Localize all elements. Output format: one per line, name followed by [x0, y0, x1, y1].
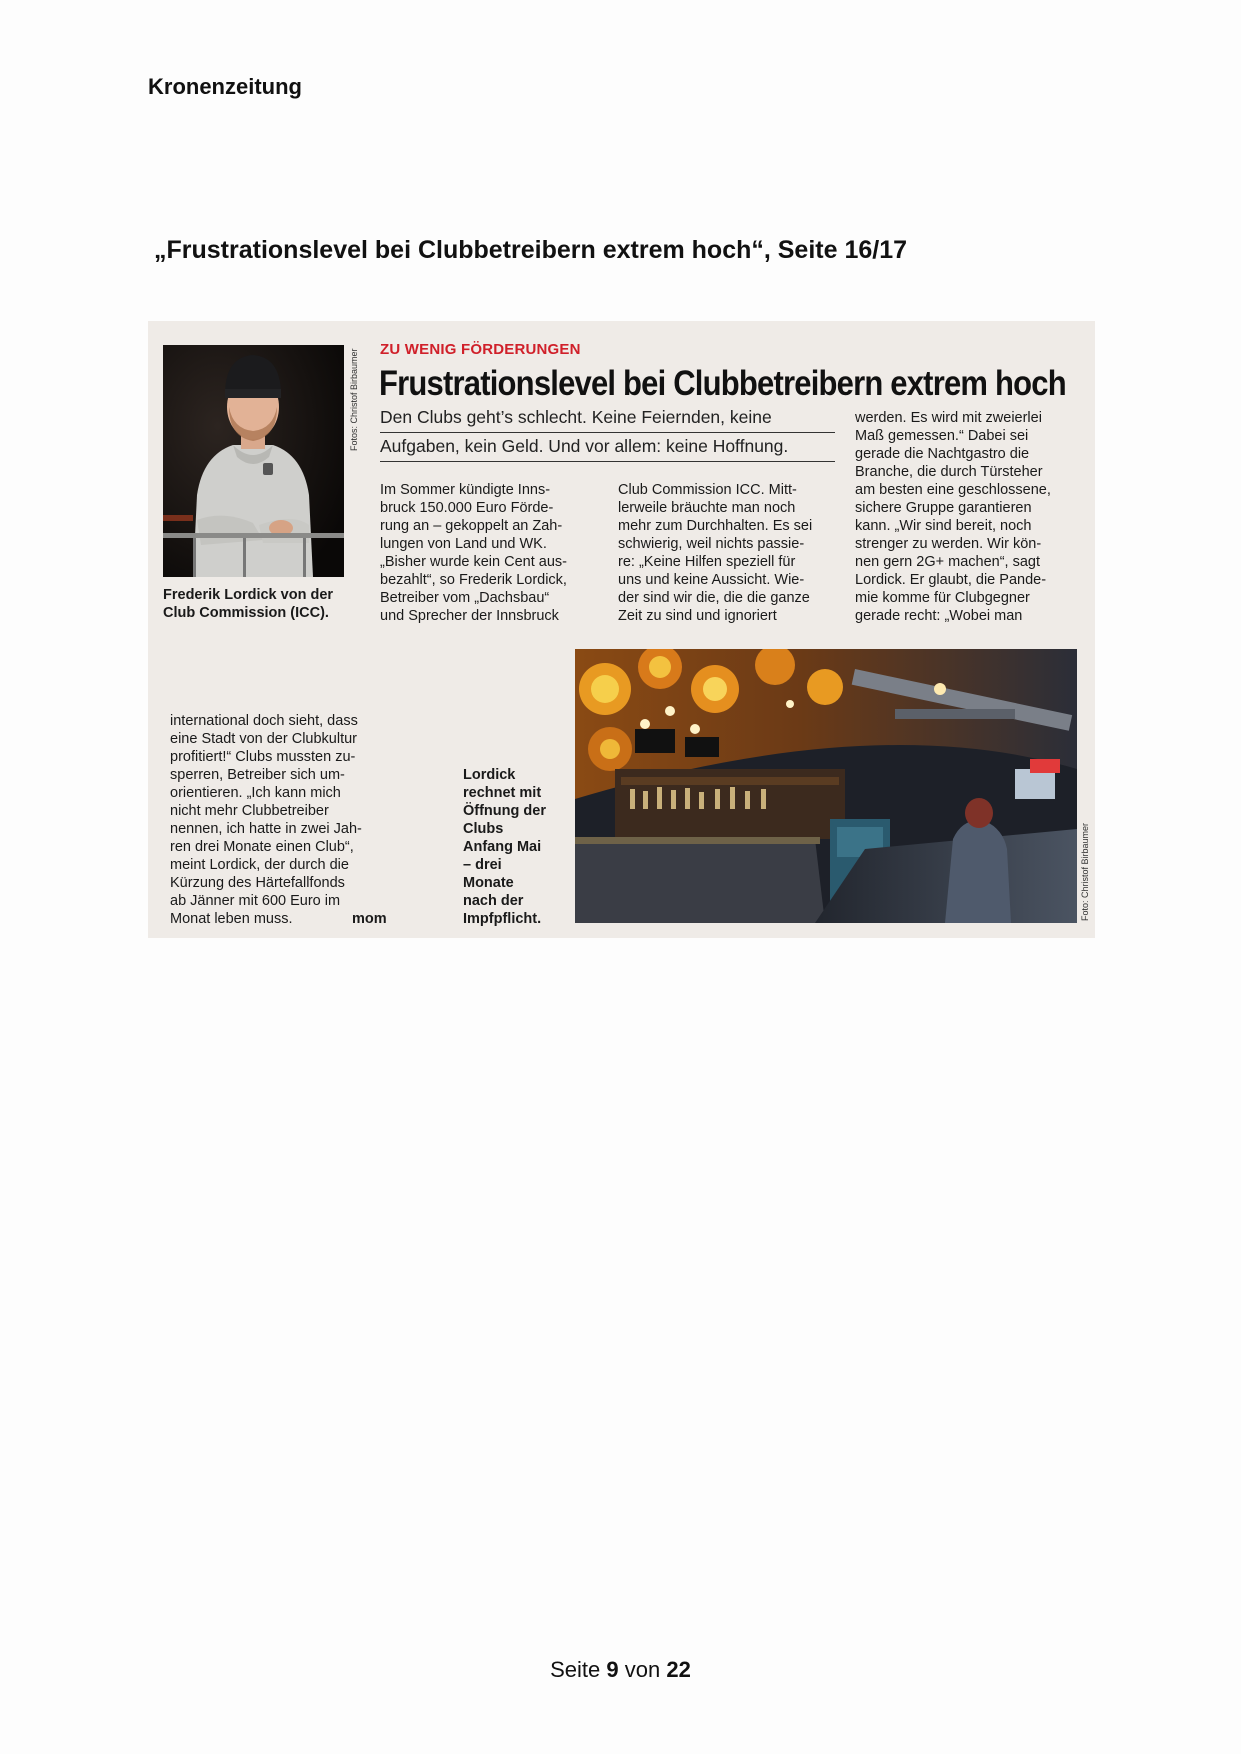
caption-line: Clubs: [463, 821, 504, 837]
article-column-4: [170, 712, 362, 928]
text-line: lerweile bräuchte man noch: [618, 500, 796, 516]
text-line: gerade recht: „Wobei man: [855, 608, 1023, 624]
caption-line: Lordick: [463, 767, 516, 783]
text-line: strenger zu werden. Wir kön-: [855, 536, 1042, 552]
text-line: rung an – gekoppelt an Zah-: [380, 518, 563, 534]
caption-line: Anfang Mai: [463, 839, 542, 855]
caption-line: Impfpflicht.: [463, 911, 542, 927]
text-line: schwierig, weil nichts passie-: [618, 536, 805, 552]
caption-line: – drei: [463, 857, 502, 873]
text-line: Kürzung des Härtefallfonds: [170, 875, 345, 891]
article-subhead-line: Aufgaben, kein Geld. Und vor allem: keine Hoffnung.: [380, 436, 835, 462]
text-line: uns und keine Aussicht. Wie-: [618, 572, 805, 588]
photo-credit-bar: Foto: Christof Birbaumer: [1080, 822, 1090, 921]
bar-photo-caption: [463, 766, 546, 928]
text-line: lungen von Land und WK.: [380, 536, 547, 552]
article-column-2: [618, 481, 812, 625]
photo-credit-portrait: Fotos: Christof Birbaumer: [349, 348, 359, 451]
text-line: profitiert!“ Clubs mussten zu-: [170, 749, 356, 765]
caption-line: Öffnung der: [463, 803, 546, 819]
text-line: eine Stadt von der Clubkultur: [170, 731, 357, 747]
total-page-count: 22: [666, 1657, 691, 1682]
caption-line: nach der: [463, 893, 524, 909]
text-line: ab Jänner mit 600 Euro im: [170, 893, 341, 909]
text-line: Im Sommer kündigte Inns-: [380, 482, 551, 498]
text-line: bezahlt“, so Frederik Lordick,: [380, 572, 567, 588]
publication-name: Kronenzeitung: [148, 74, 302, 99]
text-line: orientieren. „Ich kann mich: [170, 785, 341, 801]
text-line: nennen, ich hatte in zwei Jah-: [170, 821, 362, 837]
text-line: Zeit zu sind und ignoriert: [618, 608, 777, 624]
portrait-photo: [163, 345, 344, 577]
text-line: mie komme für Clubgegner: [855, 590, 1030, 606]
text-line: nicht mehr Clubbetreiber: [170, 803, 329, 819]
footer-prefix: Seite: [550, 1657, 601, 1682]
text-line: sichere Gruppe garantieren: [855, 500, 1032, 516]
text-line: werden. Es wird mit zweierlei: [855, 410, 1042, 426]
text-line: Branche, die durch Türsteher: [855, 464, 1043, 480]
text-line: und Sprecher der Innsbruck: [380, 608, 559, 624]
text-line: international doch sieht, dass: [170, 713, 358, 729]
text-line: Club Commission ICC. Mitt-: [618, 482, 797, 498]
caption-line: Monate: [463, 875, 514, 891]
author-signature: mom: [352, 911, 387, 927]
text-line: bruck 150.000 Euro Förde-: [380, 500, 554, 516]
text-line: re: „Keine Hilfen speziell für: [618, 554, 796, 570]
text-line: sperren, Betreiber sich um-: [170, 767, 345, 783]
page-footer: [0, 1657, 1241, 1683]
article-kicker: ZU WENIG FÖRDERUNGEN: [380, 341, 581, 358]
footer-middle: von: [624, 1657, 661, 1682]
article-column-3: [855, 409, 1051, 625]
portrait-caption-line: Frederik Lordick von der: [163, 587, 334, 603]
article-headline: Frustrationslevel bei Clubbetreibern extrem hoch: [379, 363, 1066, 404]
text-line: ren drei Monate einen Club“,: [170, 839, 354, 855]
text-line: am besten eine geschlossene,: [855, 482, 1051, 498]
text-line: der sind wir die, die die ganze: [618, 590, 810, 606]
bar-interior-photo: [575, 649, 1077, 923]
portrait-caption: [163, 586, 333, 622]
caption-line: rechnet mit: [463, 785, 542, 801]
text-line: mehr zum Durchhalten. Es sei: [618, 518, 813, 534]
newspaper-clipping: [148, 321, 1095, 938]
text-line: Lordick. Er glaubt, die Pande-: [855, 572, 1047, 588]
text-line: Betreiber vom „Dachsbau“: [380, 590, 550, 606]
text-line: meint Lordick, der durch die: [170, 857, 349, 873]
text-line: gerade die Nachtgastro die: [855, 446, 1030, 462]
text-line: kann. „Wir sind bereit, noch: [855, 518, 1032, 534]
portrait-caption-line: Club Commission (ICC).: [163, 605, 329, 621]
text-line: Maß gemessen.“ Dabei sei: [855, 428, 1029, 444]
document-heading: „Frustrationslevel bei Clubbetreibern extrem hoch“, Seite 16/17: [154, 236, 908, 264]
article-subhead-line: Den Clubs geht’s schlecht. Keine Feiernden, keine: [380, 407, 835, 433]
text-line: Monat leben muss.: [170, 911, 293, 927]
article-column-1: [380, 481, 567, 625]
text-line: nen gern 2G+ machen“, sagt: [855, 554, 1040, 570]
text-line: „Bisher wurde kein Cent aus-: [380, 554, 567, 570]
current-page-number: 9: [606, 1657, 619, 1682]
